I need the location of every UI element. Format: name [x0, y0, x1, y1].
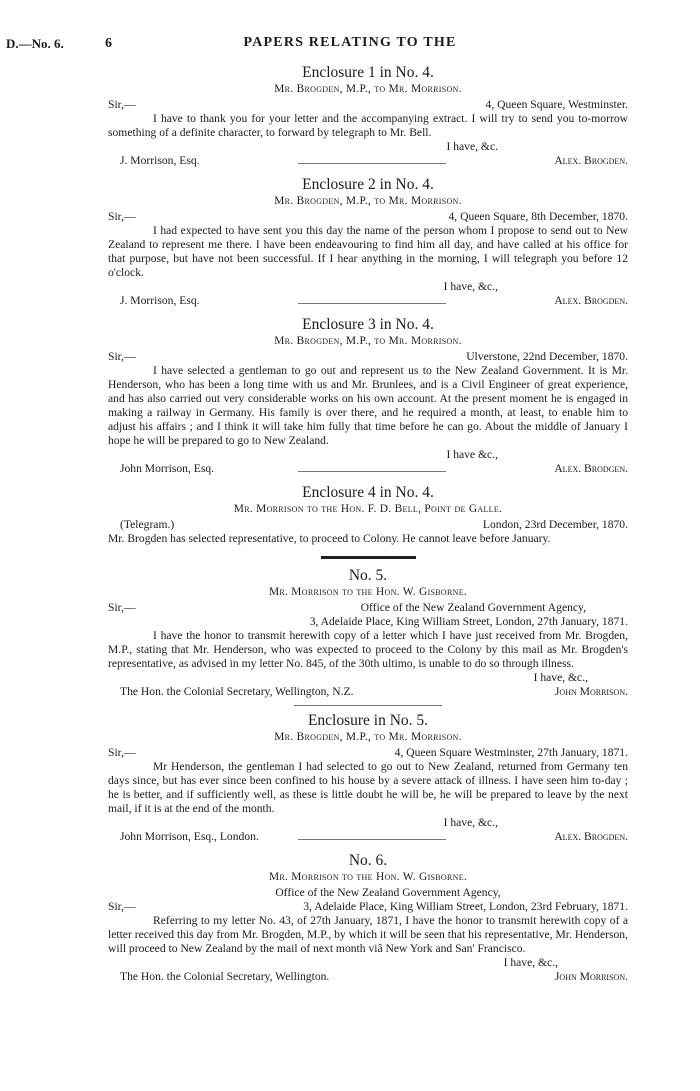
running-title: PAPERS RELATING TO THE [243, 35, 457, 50]
salutation: Sir,— [108, 350, 136, 363]
addressee: John Morrison, Esq. [120, 462, 215, 475]
telegram-label: (Telegram.) [120, 518, 175, 531]
section-title: No. 5. [348, 567, 388, 584]
salutation: Sir,— [108, 601, 136, 614]
salutation-row [108, 210, 628, 224]
letter-body: I had expected to have sent you this day the name of the person whom I propose to send out to New Zealand to represent me there. I have been endeavouring to find him all day, and have called at his office for that purpose, but have not been successful. If I hear anything in the morning, I will telegraph you before 12 o'clock. [108, 224, 628, 279]
closing-row [108, 280, 628, 294]
enclosure-4-in-no-4 [108, 484, 628, 546]
document-reference: D.—No. 6. [6, 36, 64, 51]
section-parties: Mr. Morrison to the Hon. F. D. Bell, Point de Galle. [233, 503, 503, 515]
enclosure-1-in-no-4 [108, 64, 628, 168]
page-header [0, 36, 700, 54]
spacer [108, 168, 628, 176]
signature-row [108, 462, 628, 476]
salutation: Sir,— [108, 746, 136, 759]
separator-rule [298, 303, 446, 304]
letter-body: I have the honor to transmit herewith copy of a letter which I have just received from Mr. Brogden, M.P., stating that Mr. Henderson, who was expected to proceed to the Colony by this mail as Mr. Brogden's representative, as advised in my letter No. 845, of the 30th ultimo, is unable to do so through illness. [108, 629, 628, 670]
section-parties: Mr. Brogden, M.P., to Mr. Morrison. [274, 335, 462, 347]
section-title: Enclosure 2 in No. 4. [302, 176, 434, 193]
section-divider [321, 556, 416, 559]
page-number: 6 [105, 36, 112, 51]
letter-body: Referring to my letter No. 43, of 27th January, 1871, I have the honor to transmit herewith copy of a letter received this day from Mr. Brogden, M.P., by which it will be seen that his representative, Mr. Henderson, will proceed to New Zealand by the mail of next month viâ New York and San' Francisco. [108, 914, 628, 955]
signature: Alex. Brogden. [554, 830, 628, 843]
letter-address: London, 23rd December, 1870. [482, 518, 628, 531]
section-parties: Mr. Brogden, M.P., to Mr. Morrison. [274, 731, 462, 743]
letter-address: 4, Queen Square, Westminster. [485, 98, 628, 111]
signature-row [108, 830, 628, 844]
signature: Alex. Brodgen. [554, 462, 628, 475]
signature: Alex. Brogden. [554, 154, 628, 167]
letter-body: Mr Henderson, the gentleman I had selected to go out to New Zealand, returned from Germany ten days since, but has ever since been confined to his house by a severe attack of illness. I have seen him to-day ; he is better, and if sufficiently well, as these is little doubt he will be, he will be prepared to leave by the next mail, if it is at the end of the month. [108, 760, 628, 815]
signature: Alex. Brogden. [554, 294, 628, 307]
signature: John Morrison. [554, 970, 628, 983]
no-6 [108, 852, 628, 984]
addressee: The Hon. the Colonial Secretary, Wellington. [120, 970, 330, 983]
section-parties: Mr. Brogden, M.P., to Mr. Morrison. [274, 195, 462, 207]
separator-rule [298, 163, 446, 164]
spacer [108, 476, 628, 484]
section-title: Enclosure 3 in No. 4. [302, 316, 434, 333]
no-5 [108, 567, 628, 699]
closing: I have, &c., [443, 816, 498, 829]
closing-row [108, 671, 628, 685]
closing: I have, &c. [446, 140, 498, 153]
signature-row [108, 294, 628, 308]
spacer [108, 308, 628, 316]
enclosure-in-no-5 [108, 712, 628, 844]
enclosure-3-in-no-4 [108, 316, 628, 476]
separator-rule [298, 839, 446, 840]
salutation-row [108, 350, 628, 364]
closing: I have, &c., [443, 280, 498, 293]
signature-row [108, 970, 628, 984]
letter-address: Office of the New Zealand Government Agency, [360, 601, 586, 614]
document-body [108, 64, 628, 984]
letter-address-line-2: 3, Adelaide Place, King William Street, London, 27th January, 1871. [309, 615, 628, 628]
section-title: Enclosure 1 in No. 4. [302, 64, 434, 81]
enclosure-2-in-no-4 [108, 176, 628, 308]
closing-row [108, 816, 628, 830]
addressee: The Hon. the Colonial Secretary, Wellington, N.Z. [120, 685, 354, 698]
addressee: John Morrison, Esq., London. [120, 830, 259, 843]
section-title: Enclosure 4 in No. 4. [302, 484, 434, 501]
letter-address: Ulverstone, 22nd December, 1870. [466, 350, 628, 363]
signature-row [108, 154, 628, 168]
section-parties: Mr. Morrison to the Hon. W. Gisborne. [268, 871, 468, 883]
separator-rule [298, 471, 446, 472]
telegram-body: Mr. Brogden has selected representative, to proceed to Colony. He cannot leave before January. [108, 532, 551, 545]
closing-row [108, 448, 628, 462]
letter-body: I have selected a gentleman to go out and represent us to the New Zealand Government. It is Mr. Henderson, who has been a long time with us and Mr. Brunlees, and is a Civil Engineer of great experience, and has also carried out very considerable works on his own account. At the present moment he is engaged in making a railway in Germany. His family is over there, and he required a month, at least, to enable him to adjust his affairs ; and I think it will take him fully that time before he can go. About the middle of January I hope he will be prepared to go to New Zealand. [108, 364, 628, 447]
salutation-row [108, 518, 628, 532]
spacer [108, 844, 628, 852]
salutation-row [108, 98, 628, 112]
salutation: Sir,— [108, 900, 136, 913]
addressee: J. Morrison, Esq. [120, 154, 200, 167]
signature: John Morrison. [554, 685, 628, 698]
closing: I have &c., [446, 448, 498, 461]
signature-row [108, 685, 628, 699]
letter-body: I have to thank you for your letter and the accompanying extract. I will try to send you to-morrow something of a definite character, to forward by telegraph to Mr. Bell. [108, 112, 628, 139]
section-title: No. 6. [348, 852, 388, 869]
section-title: Enclosure in No. 5. [307, 712, 429, 729]
closing-row [108, 956, 628, 970]
closing-row [108, 140, 628, 154]
section-parties: Mr. Morrison to the Hon. W. Gisborne. [268, 586, 468, 598]
addressee: J. Morrison, Esq. [120, 294, 200, 307]
salutation-row [108, 900, 628, 914]
closing: I have, &c., [533, 671, 588, 684]
salutation: Sir,— [108, 98, 136, 111]
letter-address-line-2: 3, Adelaide Place, King William Street, London, 23rd February, 1871. [303, 900, 628, 913]
closing: I have, &c., [503, 956, 558, 969]
salutation-row [108, 601, 628, 615]
section-parties: Mr. Brogden, M.P., to Mr. Morrison. [274, 83, 462, 95]
letter-address: Office of the New Zealand Government Agency, [275, 886, 501, 899]
salutation-row [108, 746, 628, 760]
salutation: Sir,— [108, 210, 136, 223]
letter-address: 4, Queen Square, 8th December, 1870. [448, 210, 628, 223]
letter-address: 4, Queen Square Westminster, 27th January, 1871. [394, 746, 628, 759]
